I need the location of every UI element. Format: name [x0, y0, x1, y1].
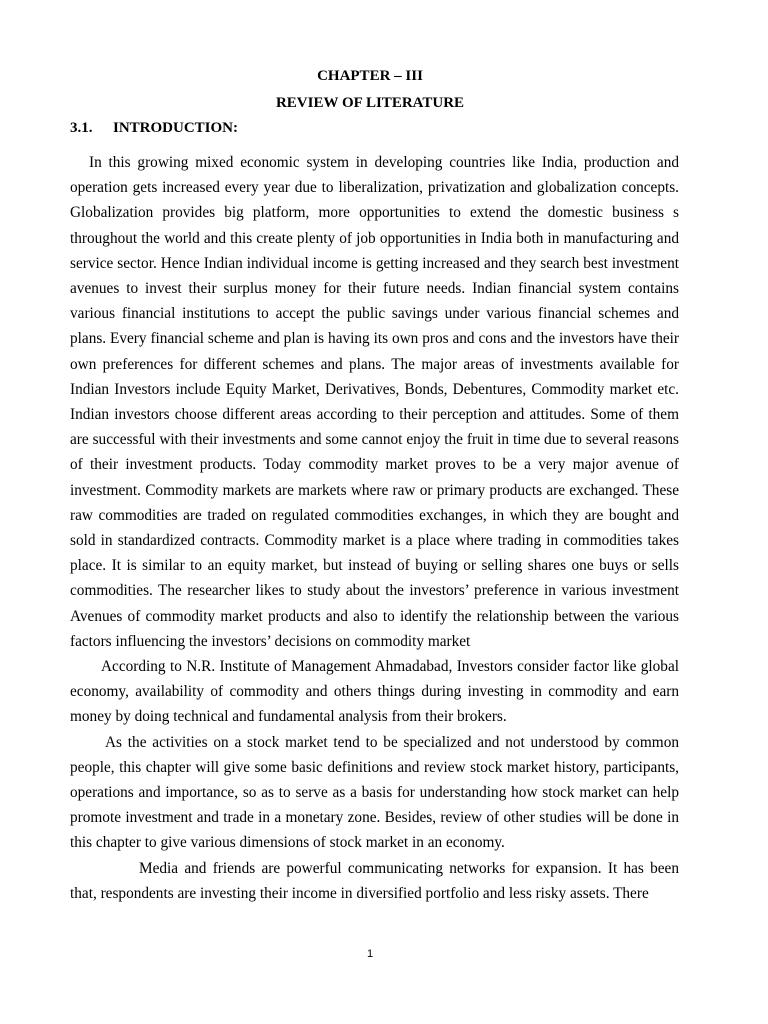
body-text: [70, 150, 679, 906]
paragraph-media-friends: Media and friends are powerful communicating networks for expansion. It has been that, respondents are investing their income in diversified portfolio and less risky assets. There: [70, 859, 679, 902]
section-heading: [70, 119, 238, 137]
page-number: 1: [366, 948, 374, 960]
section-title: INTRODUCTION:: [113, 120, 239, 136]
paragraph-stock-market: As the activities on a stock market tend to be specialized and not understood by common people, this chapter will give some basic definitions and review stock market history, participants, operations and importance, so as to serve as a basis for understanding how stock market can help promote investment and trade in a monetary zone. Besides, review of other studies will be done in this chapter to give various dimensions of stock market in an economy.: [70, 733, 679, 852]
chapter-heading: CHAPTER – III: [317, 68, 423, 84]
paragraph-nr-institute: According to N.R. Institute of Management Ahmadabad, Investors consider factor like global economy, availability of commodity and others things during investing in commodity and earn money by doing technical and fundamental analysis from their brokers.: [70, 658, 679, 726]
paragraph-introduction: In this growing mixed economic system in developing countries like India, production and operation gets increased every year due to liberalization, privatization and globalization concepts. Globalization provides big platform, more opportunities to extend the domestic business s throughout the world and this create plenty of job opportunities in India both in manufacturing and service sector. Hence Indian individual income is getting increased and they search best investment avenues to invest their surplus money for their future needs. Indian financial system contains various financial institutions to accept the public savings under various financial schemes and plans. Every financial scheme and plan is having its own pros and cons and the investors have their own preferences for different schemes and plans. The major areas of investments available for Indian Investors include Equity Market, Derivatives, Bonds, Debentures, Commodity market etc. Indian investors choose different areas according to their perception and attitudes. Some of them are successful with their investments and some cannot enjoy the fruit in time due to several reasons of their investment products. Today commodity market proves to be a very major avenue of investment. Commodity markets are markets where raw or primary products are exchanged. These raw commodities are traded on regulated commodities exchanges, in which they are bought and sold in standardized contracts. Commodity market is a place where trading in commodities takes place. It is similar to an equity market, but instead of buying or selling shares one buys or sells commodities. The researcher likes to study about the investors’ preference in various investment Avenues of commodity market products and also to identify the relationship between the various factors influencing the investors’ decisions on commodity market: [70, 154, 679, 650]
chapter-title: REVIEW OF LITERATURE: [275, 95, 465, 111]
section-number: 3.1.: [70, 120, 93, 136]
